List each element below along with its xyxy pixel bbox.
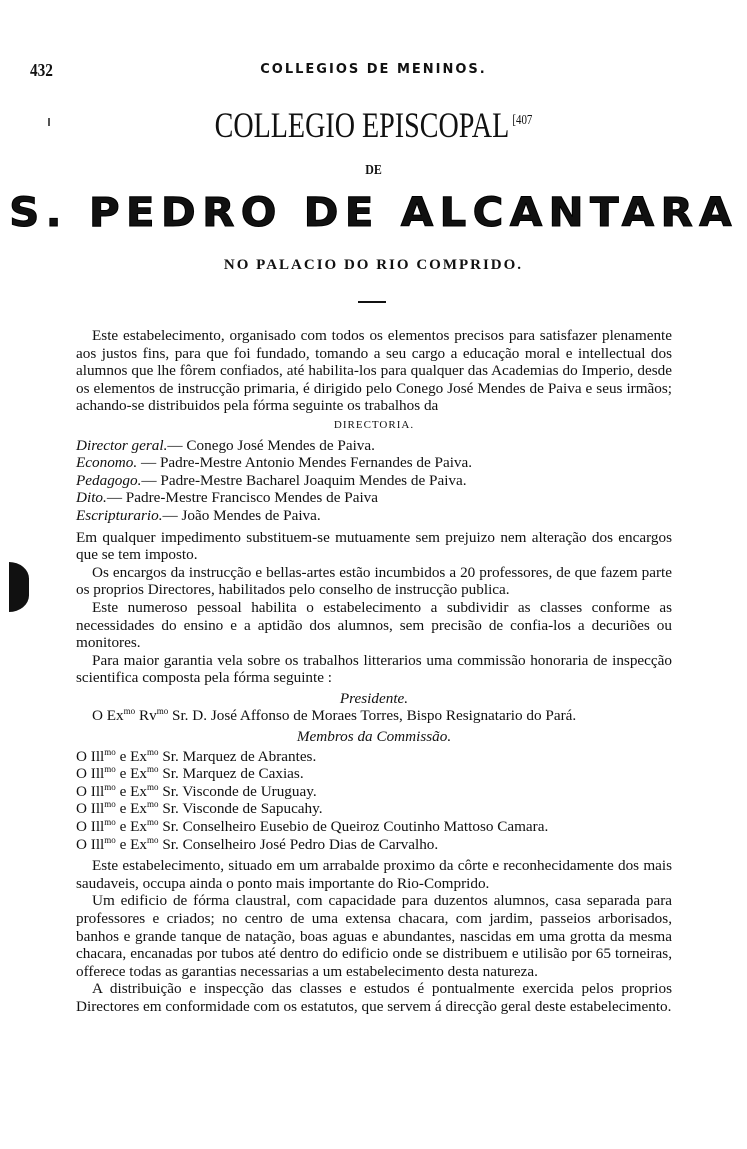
directoria-item: [76, 507, 672, 525]
title-location: NO PALACIO DO RIO COMPRIDO.: [223, 257, 524, 273]
directoria-item: [76, 472, 672, 490]
membros-heading: Membros da Commissão.: [296, 728, 452, 746]
membro-item: O Ill$^{mo}$ e $Ex^{mo}$ Sr. Marquez de Abrantes.: [76, 746, 317, 765]
presidente-entry: O $Ex^{mo}$ $Rv^{mo}$ Sr. D. José Affonso de Moraes Torres, Bispo Resignatario do Pará.: [92, 706, 577, 725]
paragraph-distribuicao: A distribuição e inspecção das classes e estudos é pontualmente exercida pelos proprios Directores em conformidade com os estatutos, que servem á direcção geral deste estabelecimento.: [76, 980, 672, 1015]
role-name: — Padre-Mestre Francisco Mendes de Paiva: [106, 489, 378, 507]
paragraph-encargos: Os encargos da instrucção e bellas-artes estão incumbidos a 20 professores, de que fazem parte os proprios Directores, habilitados pelo conselho de instrucção publica.: [76, 563, 672, 599]
directoria-item: [76, 489, 672, 507]
membros-list: [76, 748, 672, 854]
role-label: Pedagogo.: [76, 471, 142, 489]
directoria-list: [76, 437, 672, 525]
directoria-heading: DIRECTORIA.: [333, 418, 415, 431]
margin-ink-blot: [9, 562, 29, 612]
role-name: — Padre-Mestre Antonio Mendes Fernandes de Paiva.: [140, 454, 473, 472]
membro-item: O Ill$^{mo}$ e $Ex^{mo}$ Sr. Conselheiro José Pedro Dias de Carvalho.: [76, 834, 439, 853]
role-label: Dito.: [76, 489, 107, 507]
membro-item: O Ill$^{mo}$ e $Ex^{mo}$ Sr. Marquez de Caxias.: [76, 764, 304, 783]
section-divider: [358, 301, 386, 303]
membro-name: Conselheiro José Pedro Dias de Carvalho.: [182, 835, 439, 853]
presidente-heading: Presidente.: [339, 689, 409, 707]
membro-name: Visconde de Uruguay.: [182, 782, 317, 800]
membro-item: O Ill$^{mo}$ e $Ex^{mo}$ Sr. Visconde de Uruguay.: [76, 781, 317, 800]
role-name: — Conego José Mendes de Paiva.: [167, 436, 375, 454]
title-collegio-episcopal: [82, 104, 665, 146]
directoria-item: [76, 454, 672, 472]
running-title: COLLEGIOS DE MENINOS.: [260, 62, 487, 77]
title-reference-number: [407: [512, 113, 533, 128]
role-name: — Padre-Mestre Bacharel Joaquim Mendes de Paiva.: [141, 471, 467, 489]
paragraph-garantia: Para maior garantia vela sobre os trabalhos litterarios uma commissão honoraria de inspecção scientifica composta pela fórma seguinte :: [76, 651, 672, 687]
membro-name: Visconde de Sapucahy.: [182, 800, 323, 818]
paragraph-pessoal: Este numeroso pessoal habilita o estabelecimento a subdividir as classes conforme as necessidades do ensino e a aptidão dos alumnos, sem precisão de confia-los a decuriões ou monitores.: [76, 598, 672, 652]
role-label: Director geral.: [76, 436, 168, 454]
membro-name: Marquez de Caxias.: [182, 765, 304, 783]
title-de: DE: [365, 163, 382, 178]
membro-name: Marquez de Abrantes.: [182, 747, 317, 765]
paragraph-edificio: Um edificio de fórma claustral, com capacidade para duzentos alumnos, casa separada para professores e criados; no centro de uma extensa chacara, com jardim, passeios arborisados, banhos e grande tanque de natação, boas aguas e abundantes, nascidas em uma grotta da mesma chacara, encanadas por tubos até dentro do edificio onde se distribuem e utilisão por 65 torneiras, offerece todas as garantias necessarias a um estabelecimento desta natureza.: [76, 892, 672, 980]
page-number: 432: [30, 60, 53, 80]
body-text: [76, 327, 672, 1016]
paragraph-impedimento: Em qualquer impedimento substituem-se mutuamente sem prejuizo nem alteração dos encargos que se tem imposto.: [76, 528, 672, 564]
role-name: — João Mendes de Paiva.: [162, 506, 321, 524]
scan-mark: [48, 118, 50, 126]
role-label: Economo.: [76, 454, 138, 472]
title-sao-pedro-de-alcantara: S. PEDRO DE ALCANTARA: [9, 190, 738, 236]
running-head: [0, 60, 747, 84]
role-label: Escripturario.: [76, 506, 163, 524]
membro-item: O Ill$^{mo}$ e $Ex^{mo}$ Sr. Visconde de Sapucahy.: [76, 799, 323, 818]
membro-item: O Ill$^{mo}$ e $Ex^{mo}$ Sr. Conselheiro Eusebio de Queiroz Coutinho Mattoso Camara.: [76, 816, 549, 836]
paragraph-situado: Este estabelecimento, situado em um arrabalde proximo da côrte e reconhecidamente dos mais saudaveis, occupa ainda o ponto mais importante do Rio-Comprido.: [76, 857, 672, 892]
membro-name: Conselheiro Eusebio de Queiroz Coutinho Mattoso Camara.: [182, 818, 549, 836]
title-line-1: COLLEGIO EPISCOPAL: [214, 105, 510, 145]
directoria-item: [76, 437, 672, 455]
paragraph-intro: Este estabelecimento, organisado com todos os elementos precisos para satisfazer plenamente aos justos fins, para que foi fundado, tomando a seu cargo a educação moral e intellectual dos alumnos que lhe fôrem confiados, até habilita-los para qualquer das Academias do Imperio, desde os elementos de instrucção primaria, é dirigido pelo Conego José Mendes de Paiva e seus irmãos; achando-se distribuidos pela fórma seguinte os trabalhos da: [76, 327, 672, 415]
